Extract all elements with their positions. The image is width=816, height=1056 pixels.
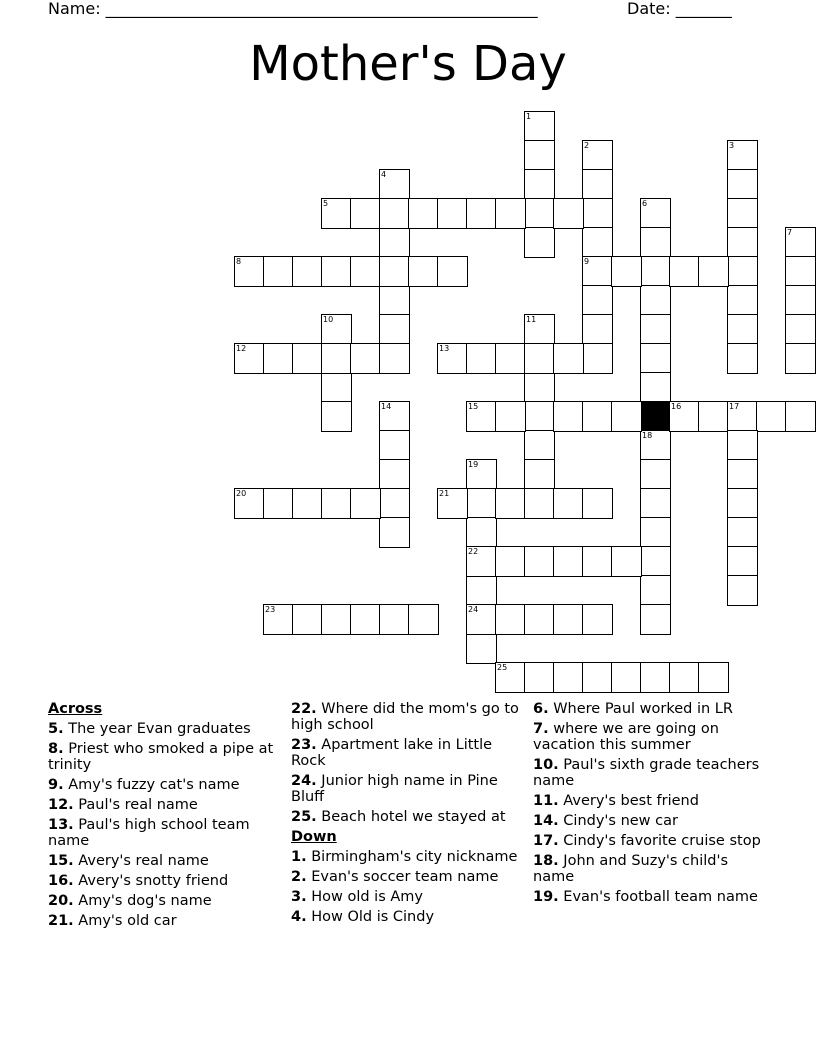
crossword-cell[interactable] [727,517,758,548]
clue-item [291,773,519,805]
clue-item-text: Cindy's favorite cruise stop [563,833,761,849]
crossword-cell[interactable] [727,575,758,606]
crossword-cell[interactable] [466,575,497,606]
crossword-cell[interactable] [640,430,671,461]
crossword-cell[interactable] [234,256,265,287]
crossword-cell[interactable] [582,227,613,258]
crossword-cell[interactable] [727,256,758,287]
clue-item [533,701,761,717]
clue-number: 20 [236,489,247,498]
crossword-cell[interactable] [611,662,642,693]
clue-item [48,741,276,773]
crossword-cell[interactable] [524,343,555,374]
page-title: Mother's Day [249,36,567,92]
crossword-cell[interactable] [727,198,758,229]
crossword-cell[interactable] [727,401,758,432]
crossword-cell[interactable] [234,488,265,519]
clue-number: 11 [526,315,537,324]
clue-item [533,721,761,753]
crossword-cell[interactable] [582,140,613,171]
clue-number: 17 [729,402,740,411]
crossword-cell[interactable] [640,256,671,287]
crossword-cell[interactable] [640,546,671,577]
crossword-cell[interactable] [785,314,816,345]
crossword-cell[interactable] [582,488,613,519]
clue-item [48,817,276,849]
crossword-cell[interactable] [582,604,613,635]
crossword-cell[interactable] [524,604,555,635]
clue-item-number: 20. [48,893,74,909]
clue-item-text: Birmingham's city nickname [311,849,518,865]
crossword-cell[interactable] [495,488,526,519]
crossword-cell[interactable] [553,604,584,635]
clue-number: 24 [468,605,479,614]
crossword-cell[interactable] [524,430,555,461]
clue-item [533,813,761,829]
clue-item-number: 14. [533,813,559,829]
crossword-cell[interactable] [379,343,410,374]
clue-number: 2 [584,141,590,150]
clue-item-number: 11. [533,793,559,809]
clue-item [291,869,519,885]
crossword-cell[interactable] [263,256,294,287]
crossword-cell[interactable] [466,198,497,229]
clue-item-text: Amy's old car [78,913,177,929]
crossword-cell[interactable] [524,546,555,577]
clue-item-number: 12. [48,797,74,813]
clue-item [533,833,761,849]
crossword-cell[interactable] [379,604,410,635]
clue-number: 9 [584,257,590,266]
down-heading: Down [291,829,337,845]
clue-number: 8 [236,257,242,266]
crossword-cell[interactable] [698,256,729,287]
crossword-cell[interactable] [466,343,497,374]
clue-item-text: Paul's sixth grade teachers name [533,757,760,789]
crossword-cell[interactable] [379,198,410,229]
crossword-cell[interactable] [582,546,613,577]
crossword-cell[interactable] [640,459,671,490]
clue-item-text: Evan's soccer team name [311,869,499,885]
clue-number: 5 [323,199,329,208]
crossword-cell[interactable] [640,372,671,403]
crossword-cell[interactable] [727,227,758,258]
clue-number: 12 [236,344,247,353]
crossword-cell[interactable] [321,256,352,287]
crossword-cell[interactable] [582,256,613,287]
header [48,0,748,20]
crossword-cell[interactable] [321,343,352,374]
clue-number: 16 [671,402,682,411]
crossword-cell[interactable] [553,198,584,229]
clue-item-number: 25. [291,809,317,825]
clue-item-text: Avery's real name [78,853,209,869]
crossword-cell[interactable] [698,401,729,432]
clue-item-number: 24. [291,773,317,789]
crossword-cell[interactable] [727,488,758,519]
clue-item-text: Priest who smoked a pipe at trinity [48,741,274,773]
crossword-cell[interactable] [292,343,323,374]
crossword-cell[interactable] [727,169,758,200]
clue-item-number: 13. [48,817,74,833]
crossword-cell[interactable] [785,343,816,374]
crossword-cell[interactable] [727,314,758,345]
crossword-cell[interactable] [321,604,352,635]
clue-item-text: Paul's high school team name [48,817,250,849]
crossword-cell[interactable] [379,401,410,432]
crossword-cell[interactable] [321,372,352,403]
crossword-cell[interactable] [495,198,526,229]
clue-number: 19 [468,460,479,469]
crossword-cell[interactable] [495,662,526,693]
clue-number: 14 [381,402,392,411]
crossword-cell[interactable] [263,488,294,519]
crossword-block [640,401,671,432]
clue-item-number: 10. [533,757,559,773]
clue-item [291,809,519,825]
crossword-cell[interactable] [466,633,497,664]
clue-item-text: Amy's fuzzy cat's name [68,777,240,793]
crossword-cell[interactable] [524,662,555,693]
crossword-cell[interactable] [234,343,265,374]
crossword-cell[interactable] [611,256,642,287]
clue-item [291,849,519,865]
crossword-cell[interactable] [640,488,671,519]
crossword-cell[interactable] [727,546,758,577]
clue-item-number: 21. [48,913,74,929]
crossword-cell[interactable] [379,314,410,345]
crossword-cell[interactable] [524,372,555,403]
crossword-cell[interactable] [292,256,323,287]
clue-item [533,853,761,885]
clue-item-number: 5. [48,721,64,737]
crossword-cell[interactable] [582,198,613,229]
crossword-cell[interactable] [292,604,323,635]
crossword-cell[interactable] [350,604,381,635]
clue-number: 25 [497,663,508,672]
clue-item-text: Avery's snotty friend [78,873,229,889]
clue-number: 18 [642,431,653,440]
crossword-cell[interactable] [553,401,584,432]
crossword-cell[interactable] [408,604,439,635]
crossword-cell[interactable] [669,401,700,432]
crossword-cell[interactable] [582,285,613,316]
crossword-cell[interactable] [524,227,555,258]
clue-item-number: 2. [291,869,307,885]
crossword-cell[interactable] [611,401,642,432]
crossword-cell[interactable] [785,227,816,258]
clue-item-number: 17. [533,833,559,849]
clue-item-number: 8. [48,741,64,757]
clue-item-text: Amy's dog's name [78,893,212,909]
crossword-cell[interactable] [524,169,555,200]
clue-item-text: How Old is Cindy [311,909,435,925]
crossword-cell[interactable] [437,198,468,229]
crossword-cell[interactable] [321,314,352,345]
crossword-cell[interactable] [437,256,468,287]
crossword-cell[interactable] [495,546,526,577]
clues-column-1 [48,701,276,933]
clue-item-text: Evan's football team name [563,889,758,905]
crossword-cell[interactable] [582,343,613,374]
crossword-cell[interactable] [524,111,555,142]
crossword-cell[interactable] [379,285,410,316]
crossword-cell[interactable] [640,604,671,635]
crossword-cell[interactable] [263,604,294,635]
clue-item [48,853,276,869]
crossword-cell[interactable] [495,401,526,432]
crossword-cell[interactable] [524,314,555,345]
crossword-cell[interactable] [785,256,816,287]
crossword-cell[interactable] [321,401,352,432]
crossword-cell[interactable] [379,430,410,461]
crossword-cell[interactable] [640,285,671,316]
clues-column-3 [533,701,761,909]
crossword-cell[interactable] [437,343,468,374]
clue-item [48,721,276,737]
clue-item-text: Avery's best friend [563,793,699,809]
clue-item-text: John and Suzy's child's name [533,853,729,885]
clue-number: 7 [787,228,793,237]
clue-item-text: How old is Amy [311,889,423,905]
clue-item-text: Where Paul worked in LR [553,701,733,717]
crossword-cell[interactable] [611,546,642,577]
clue-number: 4 [381,170,387,179]
clue-item-number: 3. [291,889,307,905]
clue-item-text: Cindy's new car [563,813,678,829]
crossword-cell[interactable] [379,488,410,519]
crossword-cell[interactable] [640,198,671,229]
crossword-cell[interactable] [669,256,700,287]
clue-item [291,701,519,733]
crossword-cell[interactable] [727,140,758,171]
clue-item-number: 7. [533,721,549,737]
crossword-cell[interactable] [437,488,468,519]
clue-number: 15 [468,402,479,411]
clue-number: 13 [439,344,450,353]
crossword-cell[interactable] [524,401,555,432]
crossword-cell[interactable] [495,604,526,635]
clue-number: 23 [265,605,276,614]
clue-item [48,893,276,909]
clue-number: 3 [729,141,735,150]
crossword-cell[interactable] [785,285,816,316]
crossword-cell[interactable] [582,169,613,200]
clue-item-number: 23. [291,737,317,753]
crossword-cell[interactable] [553,343,584,374]
clue-item-text: Paul's real name [78,797,198,813]
crossword-cell[interactable] [582,401,613,432]
crossword-cell[interactable] [698,662,729,693]
crossword-cell[interactable] [727,459,758,490]
clue-item [533,757,761,789]
crossword-cell[interactable] [263,343,294,374]
crossword-cell[interactable] [466,604,497,635]
clues-column-2 [291,701,519,929]
crossword-cell[interactable] [379,459,410,490]
clue-item [48,913,276,929]
clue-item [291,889,519,905]
crossword-cell[interactable] [350,198,381,229]
crossword-cell[interactable] [640,343,671,374]
clue-item-number: 6. [533,701,549,717]
crossword-cell[interactable] [553,488,584,519]
crossword-cell[interactable] [466,401,497,432]
clue-item [533,889,761,905]
crossword-cell[interactable] [582,314,613,345]
crossword-cell[interactable] [292,488,323,519]
crossword-cell[interactable] [524,488,555,519]
crossword-cell[interactable] [524,198,555,229]
crossword-cell[interactable] [466,488,497,519]
across-heading: Across [48,701,103,717]
clue-item-text: Junior high name in Pine Bluff [291,773,498,805]
crossword-cell[interactable] [350,343,381,374]
crossword-cell[interactable] [524,140,555,171]
crossword-cell[interactable] [350,256,381,287]
crossword-cell[interactable] [640,575,671,606]
clue-item-number: 9. [48,777,64,793]
crossword-cell[interactable] [553,546,584,577]
crossword-cell[interactable] [350,488,381,519]
clue-item [291,909,519,925]
crossword-cell[interactable] [727,285,758,316]
crossword-cell[interactable] [640,662,671,693]
clue-number: 1 [526,112,532,121]
crossword-cell[interactable] [408,198,439,229]
clue-item [48,797,276,813]
clue-number: 6 [642,199,648,208]
clue-item [48,873,276,889]
crossword-cell[interactable] [379,227,410,258]
clue-item-text: The year Evan graduates [68,721,251,737]
crossword-cell[interactable] [495,343,526,374]
crossword-cell[interactable] [640,517,671,548]
clue-item-number: 16. [48,873,74,889]
crossword-cell[interactable] [466,459,497,490]
crossword-cell[interactable] [553,662,584,693]
crossword-cell[interactable] [466,517,497,548]
clue-item-text: Beach hotel we stayed at [321,809,506,825]
crossword-cell[interactable] [640,314,671,345]
date-field-label[interactable]: Date: _______ [627,0,732,18]
name-field-label[interactable]: Name: ______________________________________________________ [48,0,538,18]
crossword-cell[interactable] [321,198,352,229]
crossword-cell[interactable] [640,227,671,258]
clue-number: 22 [468,547,479,556]
clue-item-number: 4. [291,909,307,925]
clue-item [291,737,519,769]
clue-item-text: Where did the mom's go to high school [291,701,519,733]
crossword-cell[interactable] [727,343,758,374]
clue-item-number: 1. [291,849,307,865]
crossword-cell[interactable] [524,459,555,490]
crossword-cell[interactable] [785,401,816,432]
crossword-cell[interactable] [582,662,613,693]
crossword-cell[interactable] [379,517,410,548]
crossword-cell[interactable] [379,169,410,200]
crossword-cell[interactable] [466,546,497,577]
clue-item-number: 18. [533,853,559,869]
crossword-cell[interactable] [379,256,410,287]
clue-item-number: 15. [48,853,74,869]
clue-number: 10 [323,315,334,324]
crossword-cell[interactable] [727,430,758,461]
crossword-cell[interactable] [321,488,352,519]
crossword-cell[interactable] [669,662,700,693]
clue-item-text: where we are going on vacation this summer [533,721,719,753]
crossword-cell[interactable] [756,401,787,432]
clue-item-number: 19. [533,889,559,905]
clue-item-number: 22. [291,701,317,717]
clue-item [48,777,276,793]
clue-item-text: Apartment lake in Little Rock [291,737,493,769]
crossword-cell[interactable] [408,256,439,287]
clue-item [533,793,761,809]
clue-number: 21 [439,489,450,498]
